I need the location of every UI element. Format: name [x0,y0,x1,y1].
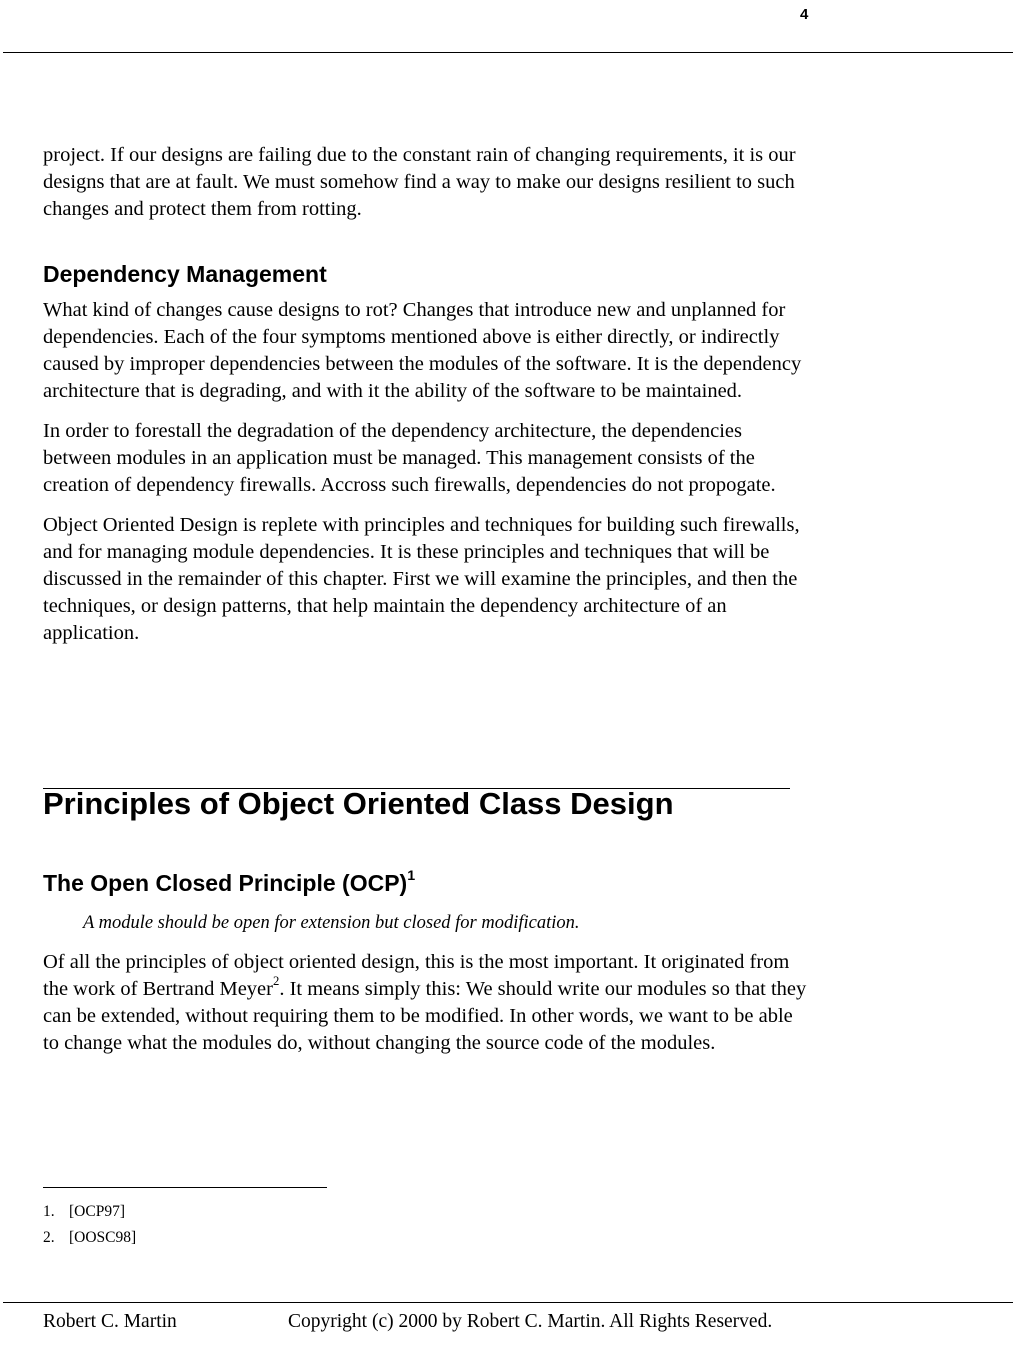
intro-paragraph: project. If our designs are failing due to the constant rain of changing requirements, it is our designs that are at fault. We must somehow find a way to make our designs resilient to such changes and protect them from rotting. [43,144,796,220]
chapter-title: Principles of Object Oriented Class Design [43,786,674,821]
footer-copyright: Copyright (c) 2000 by Robert C. Martin. All Rights Reserved. [288,1311,773,1332]
ocp-paragraph-end: . It means simply this: We should write our modules so that they can be extended, without requiring them to be modified. In other words, we want to be able to change what the modules do, without changing the source code of the modules. [43,978,807,1054]
footnote-item [43,1199,136,1225]
ocp-paragraph [43,949,813,1057]
header-divider [3,52,1013,53]
page-content [43,142,813,660]
ocp-section [43,868,813,1070]
ocp-footnote-ref: 1 [407,868,416,885]
footnote-text: [OOSC98] [69,1229,137,1246]
dependency-paragraph-3: Object Oriented Design is replete with principles and techniques for building such firewalls, and for managing module dependencies. It is these principles and techniques that will be discussed in the remainder of this chapter. First we will examine the principles, and then the techniques, or design patterns, that help maintain the dependency architecture of an application. [43,514,800,644]
ocp-quote: A module should be open for extension but closed for modification. [83,913,580,933]
footnotes [43,1199,136,1251]
meyer-footnote-ref: 2 [272,974,280,989]
ocp-heading-text: The Open Closed Principle (OCP) [43,870,408,896]
dependency-management-heading: Dependency Management [43,261,327,287]
footnote-item [43,1225,136,1251]
footnote-divider [43,1187,327,1188]
dependency-paragraph-1: What kind of changes cause designs to rot? Changes that introduce new and unplanned for dependencies. Each of the four symptoms mentioned above is either directly, or indirectly caused by improper dependencies between the modules of the software. It is the dependency architecture that is degrading, and with it the ability of the software to be maintained. [43,299,802,402]
footnote-number: 2. [43,1229,55,1246]
ocp-heading [43,868,813,898]
page-number: 4 [800,6,809,23]
footnote-number: 1. [43,1203,55,1220]
ocp-paragraph-start: Of all the principles of object oriented design, this is the most important. It originated from the work of Bertrand Meyer [43,951,790,1000]
footnote-text: [OCP97] [69,1203,125,1220]
dependency-paragraph-2: In order to forestall the degradation of the dependency architecture, the dependencies between modules in an application must be managed. This management consists of the creation of dependency firewalls. Accross such firewalls, dependencies do not propogate. [43,420,776,496]
footer-divider [3,1302,1013,1303]
footer-author: Robert C. Martin [43,1311,177,1332]
